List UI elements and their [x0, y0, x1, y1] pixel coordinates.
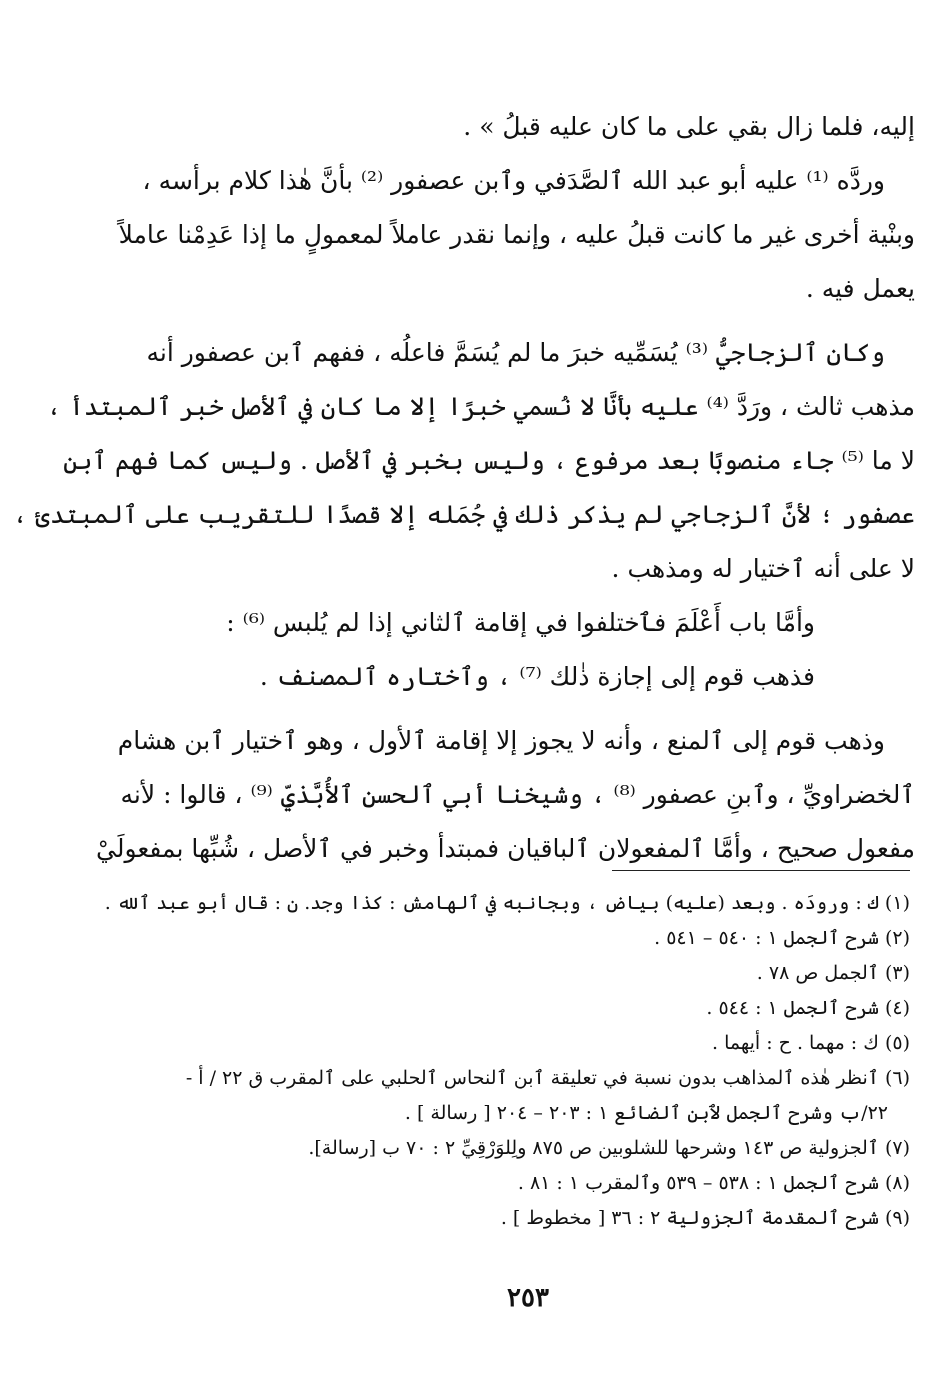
text-line: إليه، فلما زال بقي على ما كان عليه قبلُ » .	[463, 112, 915, 141]
text-line: وكان ٱلزجاجيُّ ⁽³⁾ يُسَمِّيه خبرَ ما لم يُسَمَّ فاعلُه ، ففهم ٱبن عصفور أنه	[146, 338, 885, 367]
text-line: لا على أنه ٱختيار له ومذهب .	[611, 554, 915, 583]
text-line: وأمَّا باب أَعْلَمَ فٱختلفوا في إقامة ٱلثاني إذا لم يُلبس ⁽⁶⁾ :	[226, 608, 815, 637]
footnotes	[104, 886, 910, 1236]
text-line: مفعول صحيح ، وأمَّا ٱلمفعولان ٱلباقيان فمبتدأ وخبر في ٱلأصل ، شُبِّها بمفعولَيْ	[95, 834, 915, 863]
footnote: (٣) ٱلجمل ص ٧٨ .	[756, 962, 910, 984]
text-line: فذهب قوم إلى إجازة ذٰلك ⁽⁷⁾ ، وٱختاره ٱلمصنف .	[259, 662, 815, 691]
footnote-continuation: ٢٢/ب وشرح ٱلجمل لٱبن ٱلضائع ١ : ٢٠٣ – ٢٠٤ [ رسالة ] .	[404, 1102, 888, 1124]
text-line: ٱلخضراويِّ ، وٱبنِ عصفور ⁽⁸⁾ ، وشيخنا أبي ٱلحسن ٱلأُبَّذيِّ ⁽⁹⁾ ، قالوا : لأنه	[120, 780, 915, 809]
footnote: (٨) شرح ٱلجمل ١ : ٥٣٨ – ٥٣٩ وٱلمقرب ١ : ٨١ .	[517, 1172, 910, 1194]
footnote: (٤) شرح ٱلجمل ١ : ٥٤٤ .	[706, 997, 910, 1019]
footnote: (٦) ٱنظر هٰذه ٱلمذاهب بدون نسبة في تعليقة ٱبن ٱلنحاس ٱلحلبي على ٱلمقرب ق ٢٢ / أ -	[185, 1067, 910, 1089]
text-line: يعمل فيه .	[805, 274, 915, 303]
text-line: مذهب ثالث ، ورَدَّ ⁽⁴⁾ عليه بأنَّا لا نُسمي خبرًا إلا ما كان في ٱلأصل خبر ٱلمبتدأ ،	[46, 392, 915, 421]
text-line: وذهب قوم إلى ٱلمنع ، وأنه لا يجوز إلا إقامة ٱلأول ، وهو ٱختيار ٱبن هشام	[117, 726, 885, 755]
text-line: وبنْية أخرى غير ما كانت قبلُ عليه ، وإنما نقدر عاملاً لمعمولٍ ما إذا عَدِمْنا عاملاً	[118, 220, 915, 249]
footnote: (١) ك : ورودَه . وبعد (عليه) بياض ، وبجانبه في ٱلهامش : كذا وجد. ن : قال أبو عبد ٱلله .	[104, 892, 910, 914]
footnote: (٢) شرح ٱلجمل ١ : ٥٤٠ – ٥٤١ .	[654, 927, 910, 949]
text-line: لا ما ⁽⁵⁾ جاء منصوبًا بعد مرفوع ، وليس بخبر في ٱلأصل . وليس كما فهم ٱبن	[63, 446, 915, 475]
main-text	[12, 100, 915, 876]
text-line: عصفور ؛ لأنَّ ٱلزجاجي لم يذكر ذٰلك في جُمَله إلا قصدًا للتقريب على ٱلمبتدئ ،	[12, 500, 915, 529]
footnote-divider	[612, 870, 910, 871]
text-line: وردَّه ⁽¹⁾ عليه أبو عبد الله ٱلصَّدَفي وٱبن عصفور ⁽²⁾ بأنَّ هٰذا كلام برأسه ،	[142, 166, 885, 195]
footnote: (٧) ٱلجزولية ص ١٤٣ وشرحها للشلوبين ص ٨٧٥ ولِلوَرْقِيِّ ٢ : ٧٠ ب [رسالة].	[308, 1137, 910, 1159]
footnote: (٩) شرح ٱلمقدمة ٱلجزولية ٢ : ٣٦ [ مخطوط ] .	[500, 1207, 910, 1229]
page-number: ٢٥٣	[507, 1283, 549, 1313]
footnote: (٥) ك : مهما . ح : أيهما .	[712, 1032, 910, 1054]
